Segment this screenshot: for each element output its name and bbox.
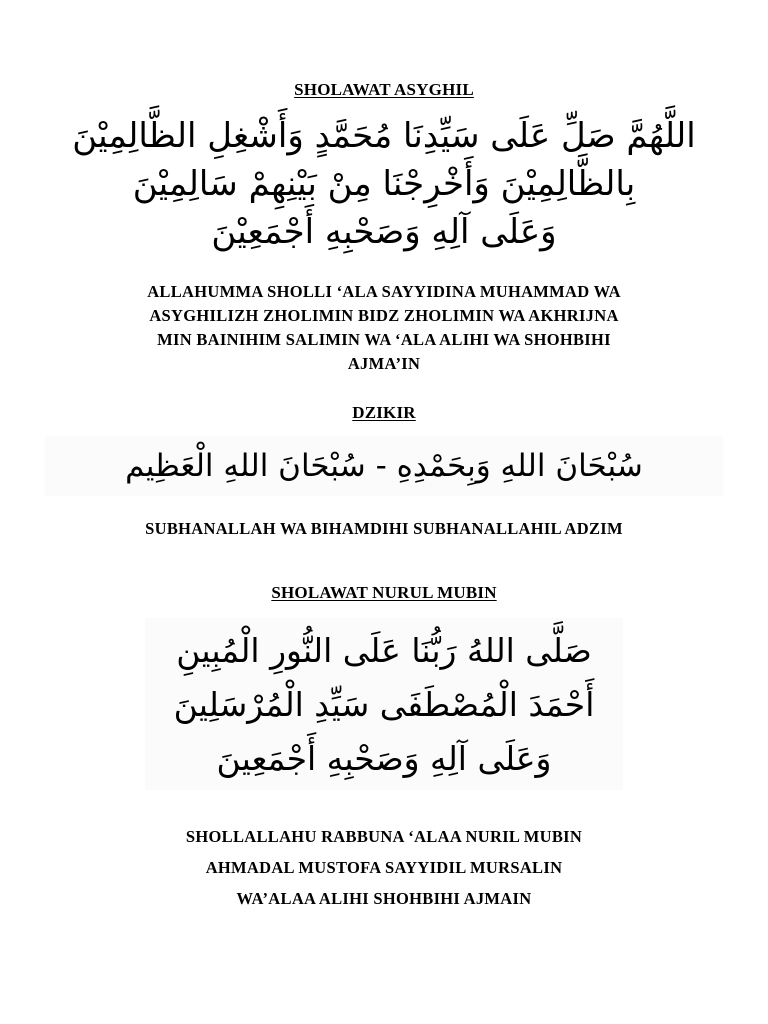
arabic-line: صَلَّى اللهُ رَبُّنَا عَلَى النُّورِ الْمُبِينِ <box>176 631 592 670</box>
latin-line: SHOLLALLAHU RABBUNA ‘ALAA NURIL MUBIN <box>185 827 583 846</box>
latin-line: SUBHANALLAH WA BIHAMDIHI SUBHANALLAHIL ADZIM <box>145 519 623 538</box>
dzikir-arabic <box>0 442 768 490</box>
latin-line: MIN BAINIHIM SALIMIN WA ‘ALA ALIHI WA SHOHBIHI <box>157 330 611 349</box>
arabic-line: وَعَلَى آلِهِ وَصَحْبِهِ أَجْمَعِينَ <box>216 739 552 778</box>
arabic-line: وَعَلَى آلِهِ وَصَحْبِهِ أَجْمَعِيْنَ <box>211 212 557 252</box>
latin-line: AHMADAL MUSTOFA SAYYIDIL MURSALIN <box>205 858 563 877</box>
latin-line: ALLAHUMMA SHOLLI ‘ALA SAYYIDINA MUHAMMAD WA <box>147 282 621 301</box>
dzikir-title: DZIKIR <box>352 403 416 422</box>
sholawat-nurul-mubin-title: SHOLAWAT NURUL MUBIN <box>271 583 497 602</box>
arabic-line: بِالظَّالِمِيْنَ وَأَخْرِجْنَا مِنْ بَيْنِهِمْ سَالِمِيْنَ <box>132 164 636 204</box>
sholawat-nurul-mubin-arabic <box>0 624 768 786</box>
latin-line: WA’ALAA ALIHI SHOHBIHI AJMAIN <box>236 889 532 908</box>
arabic-line: سُبْحَانَ اللهِ وَبِحَمْدِهِ - سُبْحَانَ اللهِ الْعَظِيم <box>125 448 643 484</box>
sholawat-asyghil-title: SHOLAWAT ASYGHIL <box>294 80 474 99</box>
sholawat-nurul-mubin-latin <box>60 821 708 914</box>
sholawat-asyghil-arabic <box>0 112 768 256</box>
arabic-line: أَحْمَدَ الْمُصْطَفَى سَيِّدِ الْمُرْسَلِينَ <box>173 685 595 724</box>
dzikir-latin <box>40 517 728 541</box>
latin-line: ASYGHILIZH ZHOLIMIN BIDZ ZHOLIMIN WA AKHRIJNA <box>149 306 619 325</box>
sholawat-asyghil-latin <box>60 280 708 376</box>
latin-line: AJMA’IN <box>347 354 421 373</box>
arabic-line: اللَّهُمَّ صَلِّ عَلَى سَيِّدِنَا مُحَمَّدٍ وَأَشْغِلِ الظَّالِمِيْنَ <box>72 116 696 156</box>
